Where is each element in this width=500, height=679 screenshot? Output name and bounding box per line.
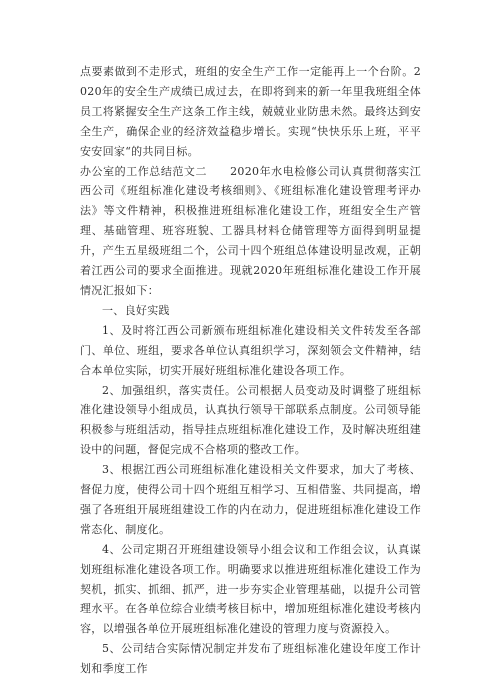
list-item: 5、公司结合实际情况制定并发布了班组标准化建设年度工作计划和季度工作 (80, 642, 421, 676)
section-heading: 一、良好实践 (102, 303, 170, 317)
body-paragraph: 点要素做到不走形式，班组的安全生产工作一定能再上一个台阶。2020年的安全生产成绩已成过去，在即将到来的新一年里我班组全体员工将紧握安全生产这条工作主线，兢兢业业防患未然。最终达到安全生产，确保企业的经济效益稳步增长。实现“快快乐乐上班，平平安安回家“的共同目标。 (80, 65, 421, 158)
list-item: 4、公司定期召开班组建设领导小组会议和工作组会议，认真谋划班组标准化建设各项工作。明确要求以推进班组标准化建设工作为契机，抓实、抓细、抓严，进一步夯实企业管理基础，以提升公司管理水平。在各单位综合业绩考核目标中，增加班组标准化建设考核内容，以增强各单位开展班组标准化建设的管理力度与资源投入。 (80, 542, 421, 636)
list-item: 3、根据江西公司班组标准化建设相关文件要求，加大了考核、督促力度，使得公司十四个班组互相学习、互相借鉴、共同提高，增强了各班组开展班组建设工作的内在动力，促进班组标准化建设工作常态化、制度化。 (80, 463, 421, 536)
list-item: 1、及时将江西公司新颁布班组标准化建设相关文件转发至各部门、单位、班组，要求各单位认真组织学习，深刻领会文件精神，结合本单位实际，切实开展好班组标准化建设各项工作。 (80, 323, 421, 377)
list-item: 2、加强组织，落实责任。公司根据人员变动及时调整了班组标准化建设领导小组成员，认真执行领导干部联系点制度。公司领导能积极参与班组活动，指导挂点班组标准化建设工作，及时解决班组建设中的问题，督促完成不合格项的整改工作。 (80, 383, 421, 457)
body-paragraph: 办公室的工作总结范文二 2020年水电检修公司认真贯彻落实江西公司《班组标准化建设考核细则》、《班组标准化建设管理考评办法》等文件精神，积极推进班组标准化建设工作，班组安全生产管理、基础管理、班容班貌、工器具材料仓储管理等方面得到明显提升，产生五星级班组二个，公司十四个班组总体建设明显改观，正朝着江西公司的要求全面推进。现就2020年班组标准化建设工作开展情况汇报如下： (80, 164, 421, 297)
